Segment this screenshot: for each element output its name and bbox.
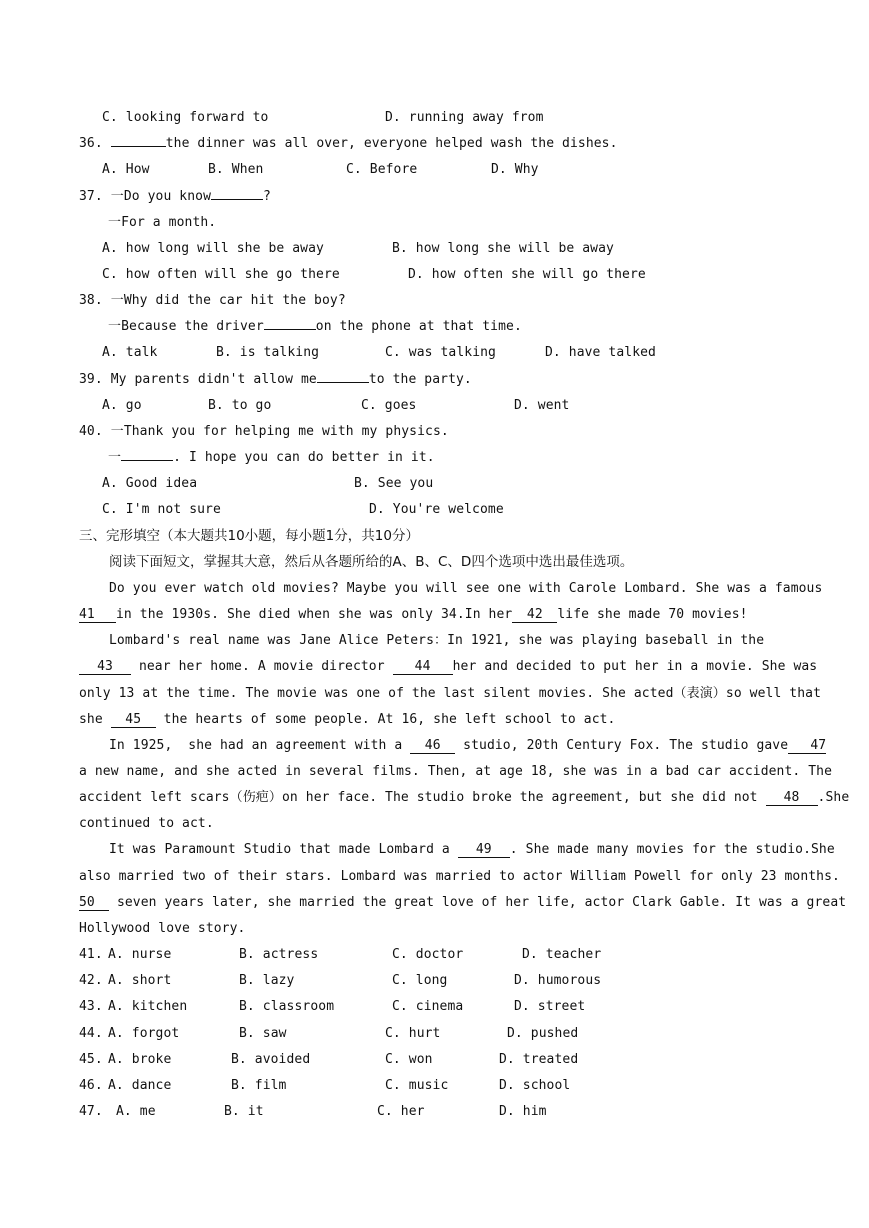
option-c: C. cinema [392, 999, 464, 1014]
option-b: B. saw [239, 1026, 287, 1041]
cloze-blank-45: 45 [111, 712, 156, 728]
option-b: B. film [231, 1078, 287, 1093]
answer-blank [264, 329, 316, 330]
question-number: 38. [79, 293, 103, 308]
cloze-blank-49: 49 [458, 842, 510, 858]
option-a: A. kitchen [108, 999, 188, 1014]
q39-option-d: D. went [514, 398, 570, 413]
q40-reply: 一 . I hope you can do better in it. [108, 450, 435, 465]
option-c: C. won [385, 1052, 433, 1067]
option-b: B. it [224, 1104, 264, 1119]
cloze-blank-42: 42 [512, 607, 557, 623]
q37-reply: 一For a month. [108, 215, 217, 230]
option-number: 42. [79, 973, 103, 988]
q37-option-c: C. how often will she go there [102, 267, 340, 282]
cloze-blank-46: 46 [410, 738, 455, 754]
option-c: C. her [377, 1104, 425, 1119]
option-number: 46. [79, 1078, 103, 1093]
option-d: D. him [499, 1104, 547, 1119]
q40-option-a: A. Good idea [102, 476, 198, 491]
question-38 [79, 293, 346, 309]
question-number: 36. [79, 136, 103, 151]
q40-option-d: D. You're welcome [369, 502, 504, 517]
option-c: C. long [392, 973, 448, 988]
section-title: 三、完形填空（本大题共10小题，每小题1分，共10分） [79, 528, 419, 544]
option-d: D. pushed [507, 1026, 579, 1041]
q37-option-b: B. how long she will be away [392, 241, 614, 256]
passage-line: 50 seven years later, she married the great love of her life, actor Clark Gable. It was a great [79, 895, 847, 910]
option-number: 43. [79, 999, 103, 1014]
cloze-blank-41: 41 [79, 607, 116, 623]
option-a: A. forgot [108, 1026, 180, 1041]
passage-line: also married two of their stars. Lombard was married to actor William Powell for only 23 months. [79, 869, 840, 884]
question-stem: 一Thank you for helping me with my physics. [110, 424, 449, 439]
passage-line: 41 in the 1930s. She died when she was only 34.In her 42 life she made 70 movies! [79, 607, 748, 622]
cloze-blank-47: 47 [788, 738, 826, 754]
q38-option-b: B. is talking [216, 345, 320, 360]
passage-line: she 45 the hearts of some people. At 16, she left school to act. [79, 712, 616, 727]
passage-line: continued to act. [79, 816, 214, 831]
passage-line: 43 near her home. A movie director 44 her and decided to put her in a movie. She was [79, 659, 817, 675]
q37-option-a: A. how long will she be away [102, 241, 324, 256]
option-number: 45. [79, 1052, 103, 1067]
q38-option-c: C. was talking [385, 345, 496, 360]
question-40 [79, 424, 449, 440]
q36-option-b: B. When [208, 162, 264, 177]
passage-line: Hollywood love story. [79, 921, 246, 936]
question-stem-end: ? [263, 189, 271, 204]
question-39: 39. My parents didn't allow me to the party. [79, 372, 472, 387]
option-d: D. school [499, 1078, 571, 1093]
q37-option-d: D. how often she will go there [408, 267, 646, 282]
question-number: 37. [79, 189, 103, 204]
option-d: D. street [514, 999, 586, 1014]
q39-option-a: A. go [102, 398, 142, 413]
option-a: A. dance [108, 1078, 172, 1093]
answer-blank [111, 146, 166, 147]
passage-line: It was Paramount Studio that made Lombard a 49 . She made many movies for the studio.She [109, 842, 835, 857]
passage-line: Do you ever watch old movies? Maybe you will see one with Carole Lombard. She was a famous [109, 581, 823, 596]
passage-line: In 1925, she had an agreement with a 46 studio, 20th Century Fox. The studio gave 47 [109, 738, 827, 753]
q40-option-c: C. I'm not sure [102, 502, 221, 517]
q36-option-a: A. How [102, 162, 150, 177]
question-number: 40. [79, 424, 103, 439]
option-d: D. treated [499, 1052, 579, 1067]
option-b: B. lazy [239, 973, 295, 988]
option-b: B. actress [239, 947, 319, 962]
passage-line: accident left scars（伤疤）on her face. The studio broke the agreement, but she did not 48 .She [79, 790, 850, 805]
option-a: A. nurse [108, 947, 172, 962]
option-number: 44. [79, 1026, 103, 1041]
answer-blank [121, 460, 173, 461]
section-instruction: 阅读下面短文，掌握其大意，然后从各题所给的A、B、C、D四个选项中选出最佳选项。 [109, 554, 634, 570]
q38-reply: 一Because the driver on the phone at that time. [108, 319, 522, 334]
answer-blank [211, 199, 263, 200]
passage-line: Lombard's real name was Jane Alice Peters：In 1921, she was playing baseball in the [109, 633, 765, 648]
q38-option-d: D. have talked [545, 345, 656, 360]
cloze-blank-44: 44 [393, 659, 453, 675]
q36-option-c: C. Before [346, 162, 418, 177]
option-number: 41. [79, 947, 103, 962]
cloze-blank-50: 50 [79, 895, 109, 911]
option-a: A. broke [108, 1052, 172, 1067]
q40-option-b: B. See you [354, 476, 434, 491]
q35-option-d: D. running away from [385, 110, 544, 125]
question-37 [79, 189, 271, 205]
q39-option-b: B. to go [208, 398, 272, 413]
option-number: 47. [79, 1104, 103, 1119]
question-stem: 一Why did the car hit the boy? [110, 293, 346, 308]
option-d: D. teacher [522, 947, 602, 962]
cloze-blank-48: 48 [766, 790, 818, 806]
option-a: A. me [116, 1104, 156, 1119]
q35-option-c: C. looking forward to [102, 110, 269, 125]
q38-option-a: A. talk [102, 345, 158, 360]
q36-option-d: D. Why [491, 162, 539, 177]
option-b: B. classroom [239, 999, 335, 1014]
cloze-blank-43: 43 [79, 659, 131, 675]
option-b: B. avoided [231, 1052, 311, 1067]
option-c: C. hurt [385, 1026, 441, 1041]
question-36 [79, 136, 618, 152]
passage-line: a new name, and she acted in several films. Then, at age 18, she was in a bad car accident. The [79, 764, 833, 779]
passage-line: only 13 at the time. The movie was one of the last silent movies. She acted（表演）so well that [79, 686, 822, 701]
question-stem: the dinner was all over, everyone helped wash the dishes. [165, 136, 618, 151]
question-number: 39. [79, 372, 103, 387]
option-a: A. short [108, 973, 172, 988]
option-c: C. music [385, 1078, 449, 1093]
answer-blank [317, 382, 369, 383]
option-d: D. humorous [514, 973, 602, 988]
question-stem: 一Do you know [110, 189, 212, 204]
q39-option-c: C. goes [361, 398, 417, 413]
option-c: C. doctor [392, 947, 464, 962]
